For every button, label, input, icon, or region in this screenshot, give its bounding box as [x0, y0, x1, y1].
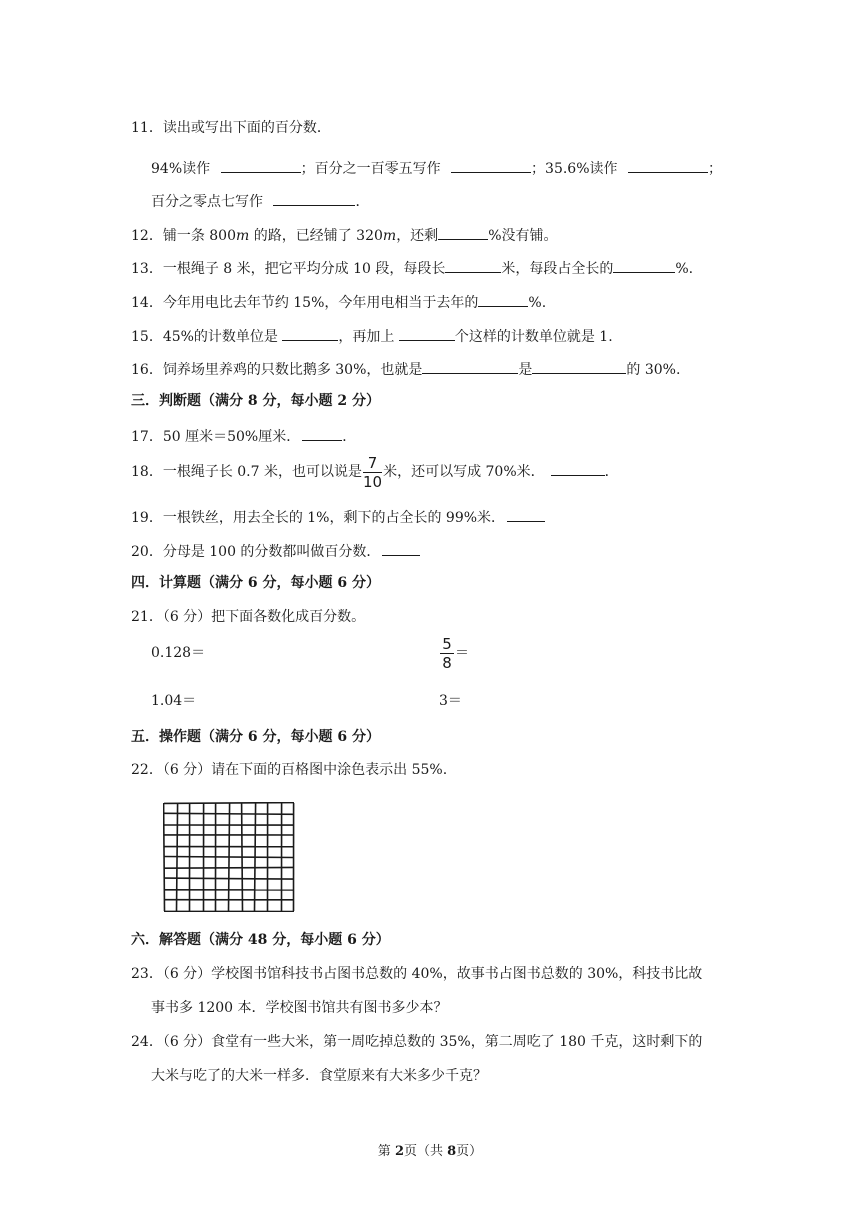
- q20: [131, 540, 420, 562]
- q18-fraction-denominator: 10: [362, 472, 383, 491]
- q18-fraction-numerator: 7: [367, 453, 378, 472]
- q19-prefix: 19．一根铁丝，用去全长的 1%，剩下的占全长的 99%米．: [131, 510, 506, 526]
- q21-item-d: 3＝: [439, 693, 462, 709]
- q14-answer-blank[interactable]: [478, 291, 528, 307]
- section-6-heading: 六．解答题（满分 48 分，每小题 6 分）: [131, 932, 390, 948]
- q15-answer-blank-1[interactable]: [282, 325, 338, 341]
- q11-c-answer-blank[interactable]: [628, 157, 708, 173]
- section-5-heading: 五．操作题（满分 6 分，每小题 6 分）: [131, 729, 380, 745]
- q21-b-fraction: [440, 636, 454, 671]
- q20-answer-blank[interactable]: [382, 540, 420, 556]
- q16-prefix: 16．饲养场里养鸡的只数比鹅多 30%，也就是: [131, 362, 423, 378]
- hundred-grid[interactable]: [163, 802, 295, 916]
- q17-prefix: 17．50 厘米＝50%厘米．: [131, 429, 301, 445]
- q17-answer-blank[interactable]: [302, 425, 342, 441]
- q12-answer-blank[interactable]: [438, 224, 488, 240]
- footer-page-number: 2: [394, 1144, 404, 1159]
- grid-horizontal-line: [164, 867, 294, 868]
- q21-b-numerator: 5: [442, 635, 452, 653]
- q11-b-prefix: ；百分之一百零五写作: [300, 161, 441, 177]
- q13: [131, 257, 693, 279]
- q11-a-answer-blank[interactable]: [221, 157, 301, 173]
- q17-end: ．: [342, 429, 357, 445]
- q11-line-2: [151, 190, 369, 212]
- grid-vertical-line: [255, 803, 256, 911]
- footer-end: 页）: [456, 1144, 483, 1159]
- q23-line-2: 事书多 1200 本．学校图书馆共有图书多少本？: [151, 1000, 448, 1016]
- section-3-heading: 三．判断题（满分 8 分，每小题 2 分）: [131, 393, 380, 409]
- footer-total-pages: 8: [447, 1144, 457, 1159]
- q16-middle: 是: [518, 362, 533, 378]
- q19-answer-blank[interactable]: [507, 506, 545, 522]
- q14-prefix: 14．今年用电比去年节约 15%，今年用电相当于去年的: [131, 295, 479, 311]
- q24-line-1: 24．（6 分）食堂有一些大米，第一周吃掉总数的 35%，第二周吃了 180 千克，这时剩下的: [131, 1034, 703, 1050]
- q21-item-b: [439, 636, 469, 671]
- q23-line-1: 23．（6 分）学校图书馆科技书占图书总数的 40%，故事书占图书总数的 30%，科技书比故: [131, 966, 703, 982]
- q12: [131, 224, 558, 246]
- q14: [131, 291, 546, 313]
- grid-horizontal-line: [164, 878, 294, 879]
- q19: [131, 506, 545, 528]
- q22-stem: 22．（6 分）请在下面的百格图中涂色表示出 55%.: [131, 762, 448, 778]
- q16-end: 的 30%.: [626, 362, 681, 378]
- hundred-grid-svg[interactable]: [163, 802, 295, 912]
- grid-horizontal-line: [164, 857, 294, 858]
- q12-end: %没有铺。: [488, 228, 558, 244]
- q15-end: 个这样的计数单位就是 1.: [454, 329, 613, 345]
- q15-prefix: 15．45%的计数单位是: [131, 329, 283, 345]
- q11-b-answer-blank[interactable]: [451, 157, 531, 173]
- q21-item-c: 1.04＝: [151, 693, 197, 709]
- q11-stem: 11．读出或写出下面的百分数．: [131, 120, 331, 136]
- q24-line-2: 大米与吃了的大米一样多．食堂原来有大米多少千克？: [151, 1068, 487, 1084]
- q11-d-end: ．: [355, 194, 370, 210]
- q18-fraction: [363, 455, 382, 490]
- q11-a-prefix: 94%读作: [151, 161, 211, 177]
- q15-middle: ，再加上: [338, 329, 399, 345]
- q12-prefix: 12．铺一条 800: [131, 228, 236, 244]
- q12-unit-1: m: [236, 228, 250, 244]
- q15: [131, 325, 613, 347]
- q15-answer-blank-2[interactable]: [399, 325, 455, 341]
- q11-line-1: [151, 157, 722, 179]
- footer-middle: 页（共: [403, 1144, 448, 1159]
- q13-middle: 米，每段占全长的: [501, 261, 614, 277]
- q11-d-prefix: 百分之零点七写作: [151, 194, 263, 210]
- q13-answer-blank-1[interactable]: [445, 257, 501, 273]
- q13-answer-blank-2[interactable]: [613, 257, 675, 273]
- footer-prefix: 第: [377, 1144, 395, 1159]
- grid-vertical-line: [242, 803, 243, 911]
- q21-stem: 21．（6 分）把下面各数化成百分数。: [131, 609, 366, 625]
- q11-c-end: ；: [707, 161, 722, 177]
- q18-end: ．: [604, 464, 619, 480]
- q21-b-equals: ＝: [455, 645, 469, 662]
- section-4-heading: 四．计算题（满分 6 分，每小题 6 分）: [131, 575, 380, 591]
- q18-answer-blank[interactable]: [551, 460, 605, 476]
- page-footer: [0, 1140, 860, 1159]
- q18: [131, 454, 619, 490]
- q18-prefix: 18．一根绳子长 0.7 米，也可以说是: [131, 464, 362, 480]
- q20-prefix: 20．分母是 100 的分数都叫做百分数．: [131, 544, 381, 560]
- q14-end: %.: [528, 295, 547, 311]
- q21-item-a: 0.128＝: [151, 645, 206, 661]
- q17: [131, 425, 356, 447]
- q13-end: %.: [675, 261, 694, 277]
- q11-d-answer-blank[interactable]: [273, 190, 355, 206]
- q18-middle: 米，还可以写成 70%米．: [383, 464, 545, 480]
- q16-answer-blank-1[interactable]: [422, 358, 518, 374]
- q12-middle: 的路，已经铺了 320: [249, 228, 383, 244]
- q12-unit-2: m: [382, 228, 397, 244]
- q16-answer-blank-2[interactable]: [532, 358, 626, 374]
- q11-c-prefix: ；35.6%读作: [531, 161, 618, 177]
- q21-b-denominator: 8: [442, 654, 452, 672]
- q16: [131, 358, 680, 380]
- q12-middle-2: ，还剩: [396, 228, 439, 244]
- q13-prefix: 13．一根绳子 8 米，把它平均分成 10 段，每段长: [131, 261, 446, 277]
